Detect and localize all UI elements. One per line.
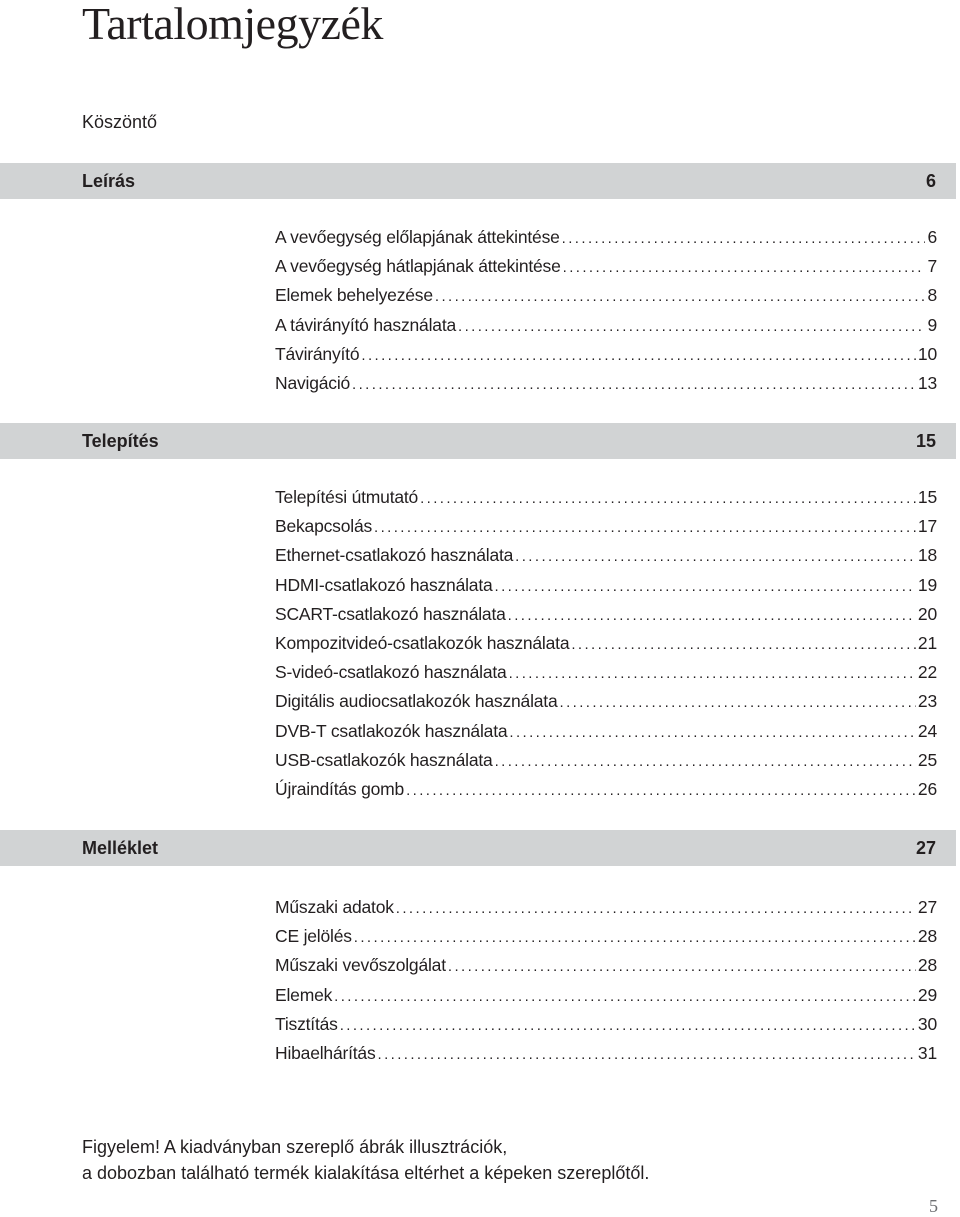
toc-list-melleklet [275, 893, 937, 1068]
section-header-telepites[interactable] [0, 423, 956, 459]
toc-entry[interactable] [275, 1010, 937, 1039]
dot-leader [495, 572, 916, 601]
toc-entry[interactable] [275, 600, 937, 629]
toc-entry[interactable] [275, 252, 937, 281]
toc-entry-page: 28 [917, 926, 937, 947]
toc-entry-label: Elemek [275, 984, 333, 1005]
toc-entry-label: A vevőegység hátlapjának áttekintése [275, 256, 561, 277]
toc-entry-label: Navigáció [275, 372, 351, 393]
dot-leader [396, 894, 916, 923]
toc-entry-label: CE jelölés [275, 926, 352, 947]
dot-leader [562, 224, 926, 253]
toc-entry-page: 10 [917, 343, 937, 364]
section-title: Telepítés [82, 430, 159, 451]
toc-entry-label: S-videó-csatlakozó használata [275, 662, 507, 683]
dot-leader [340, 1011, 916, 1040]
section-header-leiras[interactable] [0, 163, 956, 199]
toc-entry[interactable] [275, 369, 937, 398]
toc-entry-label: USB-csatlakozók használata [275, 749, 493, 770]
toc-entry-label: Műszaki adatok [275, 897, 394, 917]
section-title: Melléklet [82, 837, 159, 858]
toc-entry-label: Távirányító [275, 343, 360, 364]
dot-leader [495, 747, 916, 776]
disclaimer-line: Figyelem! A kiadványban szereplő ábrák illusztrációk, [82, 1137, 508, 1157]
toc-entry-label: Telepítési útmutató [275, 487, 419, 507]
toc-entry-label: Bekapcsolás [275, 516, 373, 537]
dot-leader [435, 282, 926, 311]
toc-entry[interactable] [275, 629, 937, 658]
toc-entry[interactable] [275, 893, 937, 922]
toc-entry-page: 23 [917, 691, 937, 712]
dot-leader [509, 718, 916, 747]
toc-entry[interactable] [275, 223, 937, 252]
toc-entry[interactable] [275, 541, 937, 570]
toc-entry-label: A távirányító használata [275, 314, 457, 335]
section-page: 6 [925, 170, 936, 191]
dot-leader [448, 952, 916, 981]
toc-entry-page: 21 [917, 632, 937, 653]
toc-entry[interactable] [275, 340, 937, 369]
toc-entry-page: 18 [917, 545, 937, 566]
dot-leader [560, 688, 916, 717]
dot-leader [509, 659, 916, 688]
toc-entry-page: 8 [927, 285, 937, 306]
toc-entry[interactable] [275, 981, 937, 1010]
toc-entry-page: 17 [917, 516, 937, 537]
toc-entry-page: 13 [917, 372, 937, 393]
toc-entry[interactable] [275, 1039, 937, 1068]
dot-leader [508, 601, 916, 630]
dot-leader [563, 253, 926, 282]
toc-entry[interactable] [275, 483, 937, 512]
dot-leader [515, 542, 916, 571]
toc-entry[interactable] [275, 775, 937, 804]
disclaimer-line: a dobozban található termék kialakítása eltérhet a képeken szereplőtől. [82, 1163, 650, 1183]
toc-entry-label: Ethernet-csatlakozó használata [275, 545, 514, 566]
toc-entry-page: 9 [927, 314, 937, 335]
section-page: 15 [915, 430, 936, 451]
toc-entry-page: 26 [917, 778, 937, 799]
dot-leader [458, 312, 925, 341]
page-number: 5 [929, 1196, 938, 1216]
toc-entry-page: 7 [927, 256, 937, 277]
section-page: 27 [915, 837, 936, 858]
toc-entry[interactable] [275, 922, 937, 951]
dot-leader [361, 341, 916, 370]
dot-leader [406, 776, 916, 805]
toc-entry-label: Kompozitvideó-csatlakozók használata [275, 632, 570, 653]
toc-entry-page: 31 [917, 1042, 937, 1063]
toc-intro-link[interactable]: Köszöntő [82, 112, 158, 132]
dot-leader [374, 513, 916, 542]
toc-entry-label: HDMI-csatlakozó használata [275, 574, 493, 595]
toc-entry[interactable] [275, 311, 937, 340]
toc-entry[interactable] [275, 281, 937, 310]
toc-entry-label: Tisztítás [275, 1013, 338, 1034]
toc-entry-label: Újraindítás gomb [275, 778, 405, 799]
toc-entry-label: Digitális audiocsatlakozók használata [275, 691, 558, 712]
toc-entry-page: 20 [917, 603, 937, 624]
toc-entry-label: SCART-csatlakozó használata [275, 603, 506, 624]
toc-list-leiras [275, 223, 937, 398]
toc-entry[interactable] [275, 687, 937, 716]
dot-leader [354, 923, 916, 952]
section-header-melleklet[interactable] [0, 830, 956, 866]
toc-entry[interactable] [275, 951, 937, 980]
toc-entry-label: Műszaki vevőszolgálat [275, 955, 446, 976]
dot-leader [420, 484, 916, 513]
toc-entry-page: 22 [917, 662, 937, 683]
toc-entry[interactable] [275, 571, 937, 600]
toc-entry-label: A vevőegység előlapjának áttekintése [275, 227, 560, 247]
dot-leader [334, 982, 916, 1011]
toc-entry-page: 27 [917, 897, 937, 917]
toc-entry-label: Hibaelhárítás [275, 1042, 376, 1063]
page-title: Tartalomjegyzék [82, 0, 383, 49]
toc-entry-page: 15 [917, 487, 937, 507]
toc-entry[interactable] [275, 512, 937, 541]
toc-entry-page: 28 [917, 955, 937, 976]
toc-entry-label: Elemek behelyezése [275, 285, 433, 306]
dot-leader [352, 370, 916, 399]
toc-entry[interactable] [275, 658, 937, 687]
disclaimer-note [82, 1134, 649, 1186]
toc-entry-page: 25 [917, 749, 937, 770]
toc-entry[interactable] [275, 717, 937, 746]
section-title: Leírás [82, 170, 136, 191]
toc-entry[interactable] [275, 746, 937, 775]
toc-entry-page: 6 [927, 227, 937, 247]
toc-entry-page: 30 [917, 1013, 937, 1034]
dot-leader [571, 630, 916, 659]
toc-entry-page: 29 [917, 984, 937, 1005]
toc-list-telepites [275, 483, 937, 804]
toc-entry-page: 24 [917, 720, 937, 741]
dot-leader [378, 1040, 916, 1069]
toc-entry-page: 19 [917, 574, 937, 595]
toc-entry-label: DVB-T csatlakozók használata [275, 720, 508, 741]
